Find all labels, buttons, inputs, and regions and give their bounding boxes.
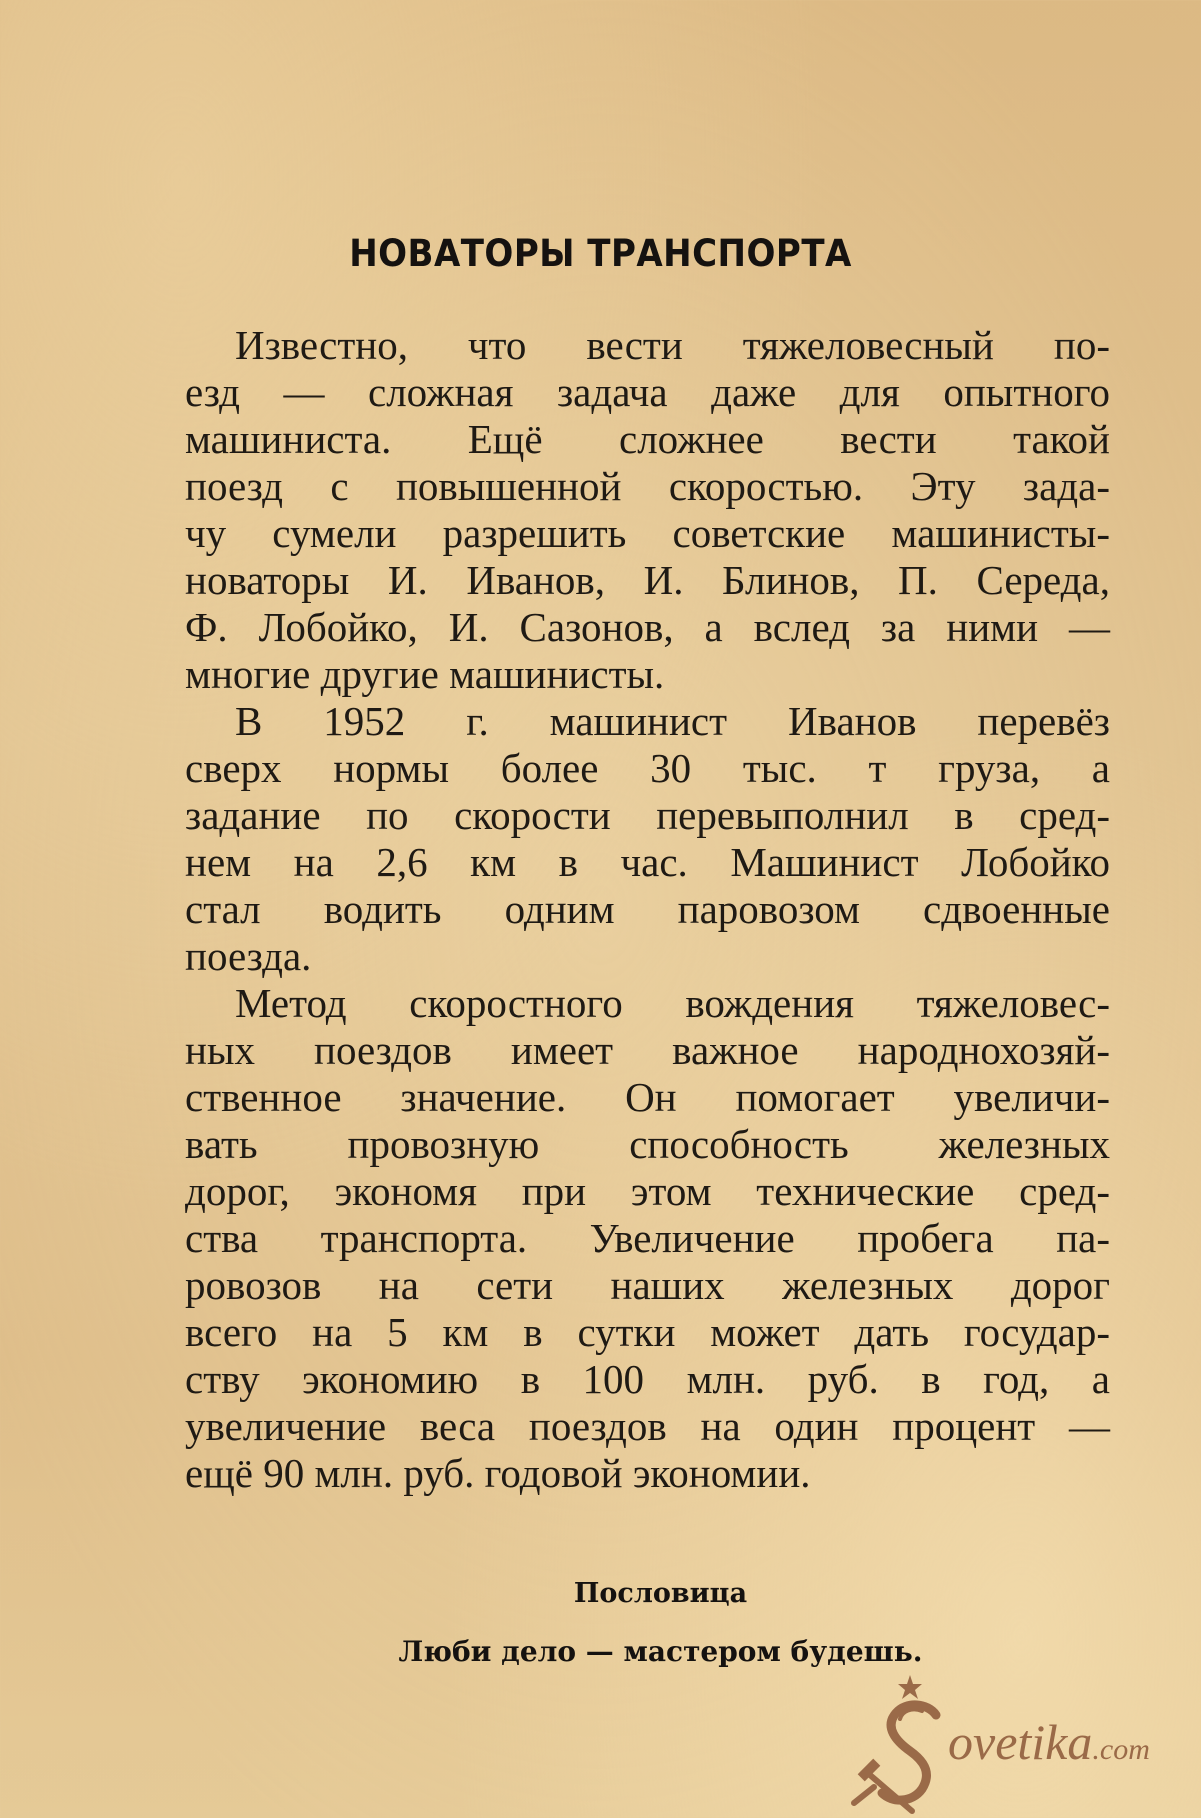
text-line: ства транспорта. Увеличение пробега па- xyxy=(185,1215,1110,1261)
sovetika-watermark xyxy=(848,1665,1198,1815)
text-line: езд — сложная задача даже для опытного xyxy=(185,369,1110,415)
text-line: ровозов на сети наших железных дорог xyxy=(185,1262,1110,1308)
text-line: дорог, экономя при этом технические сред- xyxy=(185,1168,1110,1214)
paragraph-2 xyxy=(185,698,1110,980)
text-line: Метод скоростного вождения тяжеловес- xyxy=(235,980,1110,1026)
text-line: многие другие машинисты. xyxy=(185,651,665,697)
hammer-sickle-star-icon xyxy=(848,1665,958,1815)
watermark-domain: .com xyxy=(1092,1733,1150,1766)
text-line: всего на 5 км в сутки может дать государ- xyxy=(185,1309,1110,1355)
text-line: В 1952 г. машинист Иванов перевёз xyxy=(235,698,1110,744)
watermark-name: ovetika xyxy=(948,1714,1093,1770)
text-line: машиниста. Ещё сложнее вести такой xyxy=(185,416,1110,462)
text-line: нем на 2,6 км в час. Машинист Лобойко xyxy=(185,839,1110,885)
page-title: НОВАТОРЫ ТРАНСПОРТА xyxy=(349,232,852,275)
text-line: ных поездов имеет важное народнохозяй- xyxy=(185,1027,1110,1073)
text-line: Известно, что вести тяжеловесный по- xyxy=(235,322,1110,368)
text-line: задание по скорости перевыполнил в сред- xyxy=(185,792,1110,838)
text-line: ственное значение. Он помогает увеличи- xyxy=(185,1074,1110,1120)
text-line: ству экономию в 100 млн. руб. в год, а xyxy=(185,1356,1110,1402)
text-line: вать провозную способность железных xyxy=(185,1121,1110,1167)
article-body xyxy=(185,322,1110,1497)
watermark-text xyxy=(948,1713,1150,1771)
text-line: чу сумели разрешить советские машинисты- xyxy=(185,510,1110,556)
paragraph-1 xyxy=(185,322,1110,698)
text-line: новаторы И. Иванов, И. Блинов, П. Середа, xyxy=(185,557,1110,603)
text-line: Ф. Лобойко, И. Сазонов, а вслед за ними — xyxy=(185,604,1110,650)
text-line: стал водить одним паровозом сдвоенные xyxy=(185,886,1110,932)
text-line: сверх нормы более 30 тыс. т груза, а xyxy=(185,745,1110,791)
text-line: увеличение веса поездов на один процент — xyxy=(185,1403,1110,1449)
paragraph-3 xyxy=(185,980,1110,1497)
proverb-heading: Пословица xyxy=(573,1578,748,1609)
text-line: поезда. xyxy=(185,933,312,979)
proverb-text: Люби дело — мастером будешь. xyxy=(398,1635,923,1668)
text-line: ещё 90 млн. руб. годовой экономии. xyxy=(185,1450,811,1496)
text-line: поезд с повышенной скоростью. Эту зада- xyxy=(185,463,1110,509)
